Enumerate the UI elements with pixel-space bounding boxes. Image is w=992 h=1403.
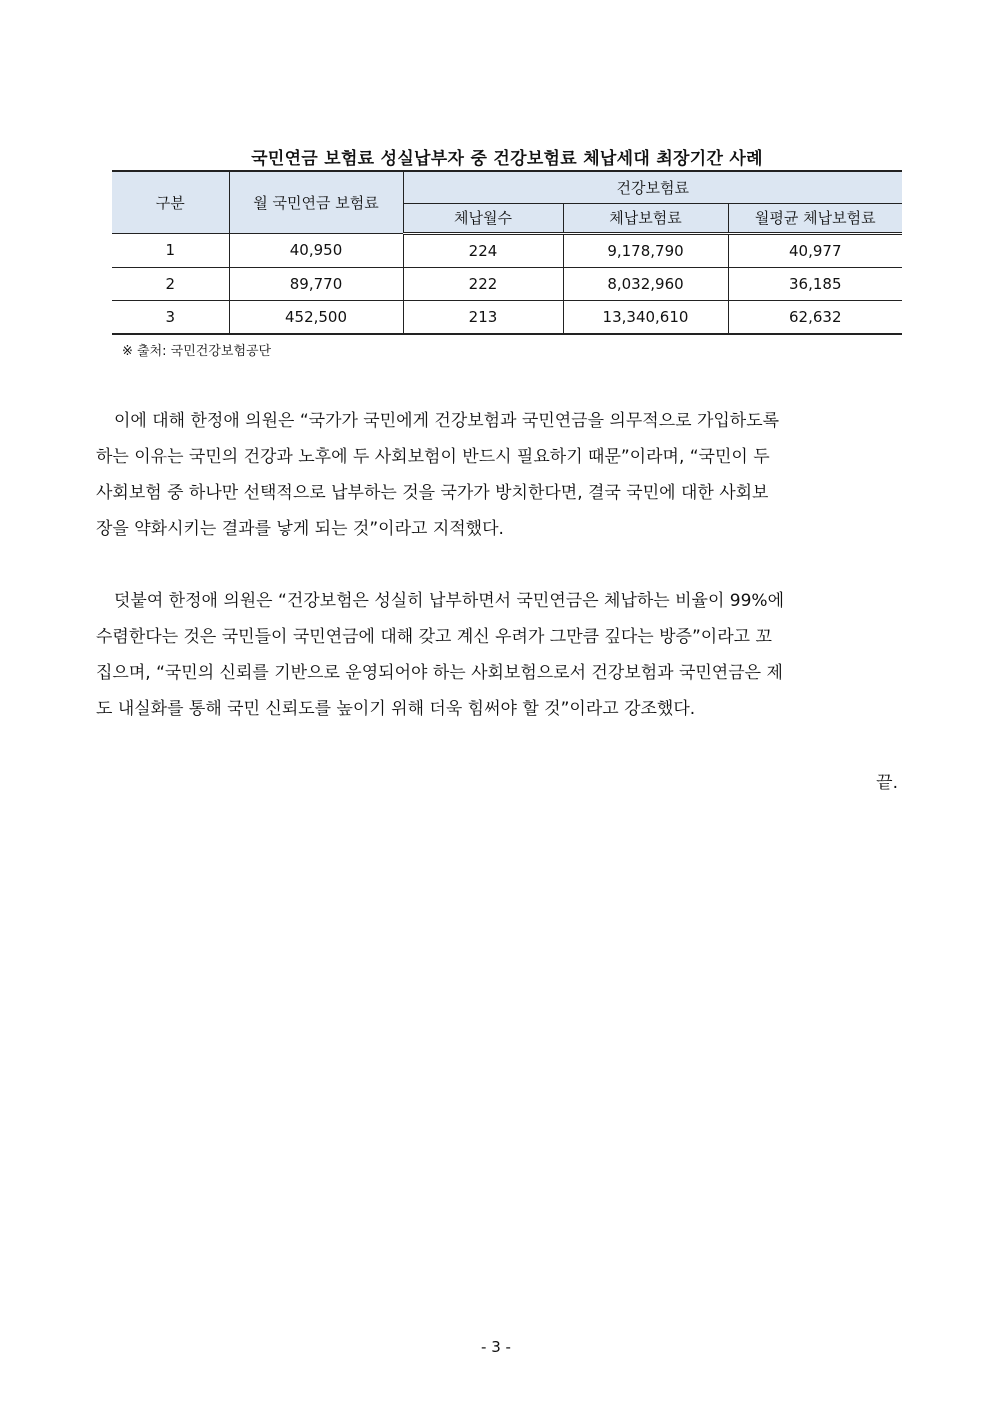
cell-arrears-months: 224 [403, 233, 563, 267]
paragraph-1 [96, 403, 896, 547]
cell-arrears-premium: 13,340,610 [563, 300, 728, 334]
cell-pension-premium: 89,770 [229, 267, 403, 300]
paragraph-line: 이에 대해 한정애 의원은 “국가가 국민에게 건강보험과 국민연금을 의무적으로 가입하도록 [114, 411, 780, 431]
paragraph-line: 하는 이유는 국민의 건강과 노후에 두 사회보험이 반드시 필요하기 때문”이라며, “국민이 두 [96, 447, 770, 467]
header-arrears-months: 체납월수 [403, 203, 563, 233]
paragraph-line: 도 내실화를 통해 국민 신뢰도를 높이기 위해 더욱 힘써야 할 것”이라고 강조했다. [96, 699, 696, 719]
cell-category: 3 [112, 300, 229, 334]
paragraph-line: 덧붙여 한정애 의원은 “건강보험은 성실히 납부하면서 국민연금은 체납하는 비율이 99%에 [114, 591, 784, 611]
cell-arrears-months: 213 [403, 300, 563, 334]
cell-arrears-premium: 9,178,790 [563, 233, 728, 267]
cell-monthly-avg-arrears: 62,632 [728, 300, 902, 334]
header-category: 구분 [112, 171, 229, 233]
cell-arrears-premium: 8,032,960 [563, 267, 728, 300]
table-source-note: ※ 출처: 국민건강보험공단 [122, 344, 272, 359]
cell-pension-premium: 40,950 [229, 233, 403, 267]
end-mark: 끝. [876, 773, 898, 793]
header-arrears-premium: 체납보험료 [563, 203, 728, 233]
header-monthly-pension-premium: 월 국민연금 보험료 [229, 171, 403, 233]
header-health-insurance-group: 건강보험료 [403, 171, 902, 203]
paragraph-2 [96, 583, 896, 727]
paragraph-line: 사회보험 중 하나만 선택적으로 납부하는 것을 국가가 방치한다면, 결국 국민에 대한 사회보 [96, 483, 769, 503]
table-row [112, 233, 902, 267]
paragraph-line: 장을 약화시키는 결과를 낳게 되는 것”이라고 지적했다. [96, 519, 504, 539]
cell-arrears-months: 222 [403, 267, 563, 300]
table-row [112, 300, 902, 334]
cell-category: 2 [112, 267, 229, 300]
cell-pension-premium: 452,500 [229, 300, 403, 334]
header-monthly-avg-arrears: 월평균 체납보험료 [728, 203, 902, 233]
paragraph-line: 집으며, “국민의 신뢰를 기반으로 운영되어야 하는 사회보험으로서 건강보험과 국민연금은 제 [96, 663, 783, 683]
cell-monthly-avg-arrears: 36,185 [728, 267, 902, 300]
cell-monthly-avg-arrears: 40,977 [728, 233, 902, 267]
data-table [112, 170, 902, 335]
table-title: 국민연금 보험료 성실납부자 중 건강보험료 체납세대 최장기간 사례 [251, 149, 763, 169]
table-row [112, 267, 902, 300]
cell-category: 1 [112, 233, 229, 267]
page-number: - 3 - [481, 1338, 511, 1356]
paragraph-line: 수렴한다는 것은 국민들이 국민연금에 대해 갖고 계신 우려가 그만큼 깊다는 방증”이라고 꼬 [96, 627, 772, 647]
